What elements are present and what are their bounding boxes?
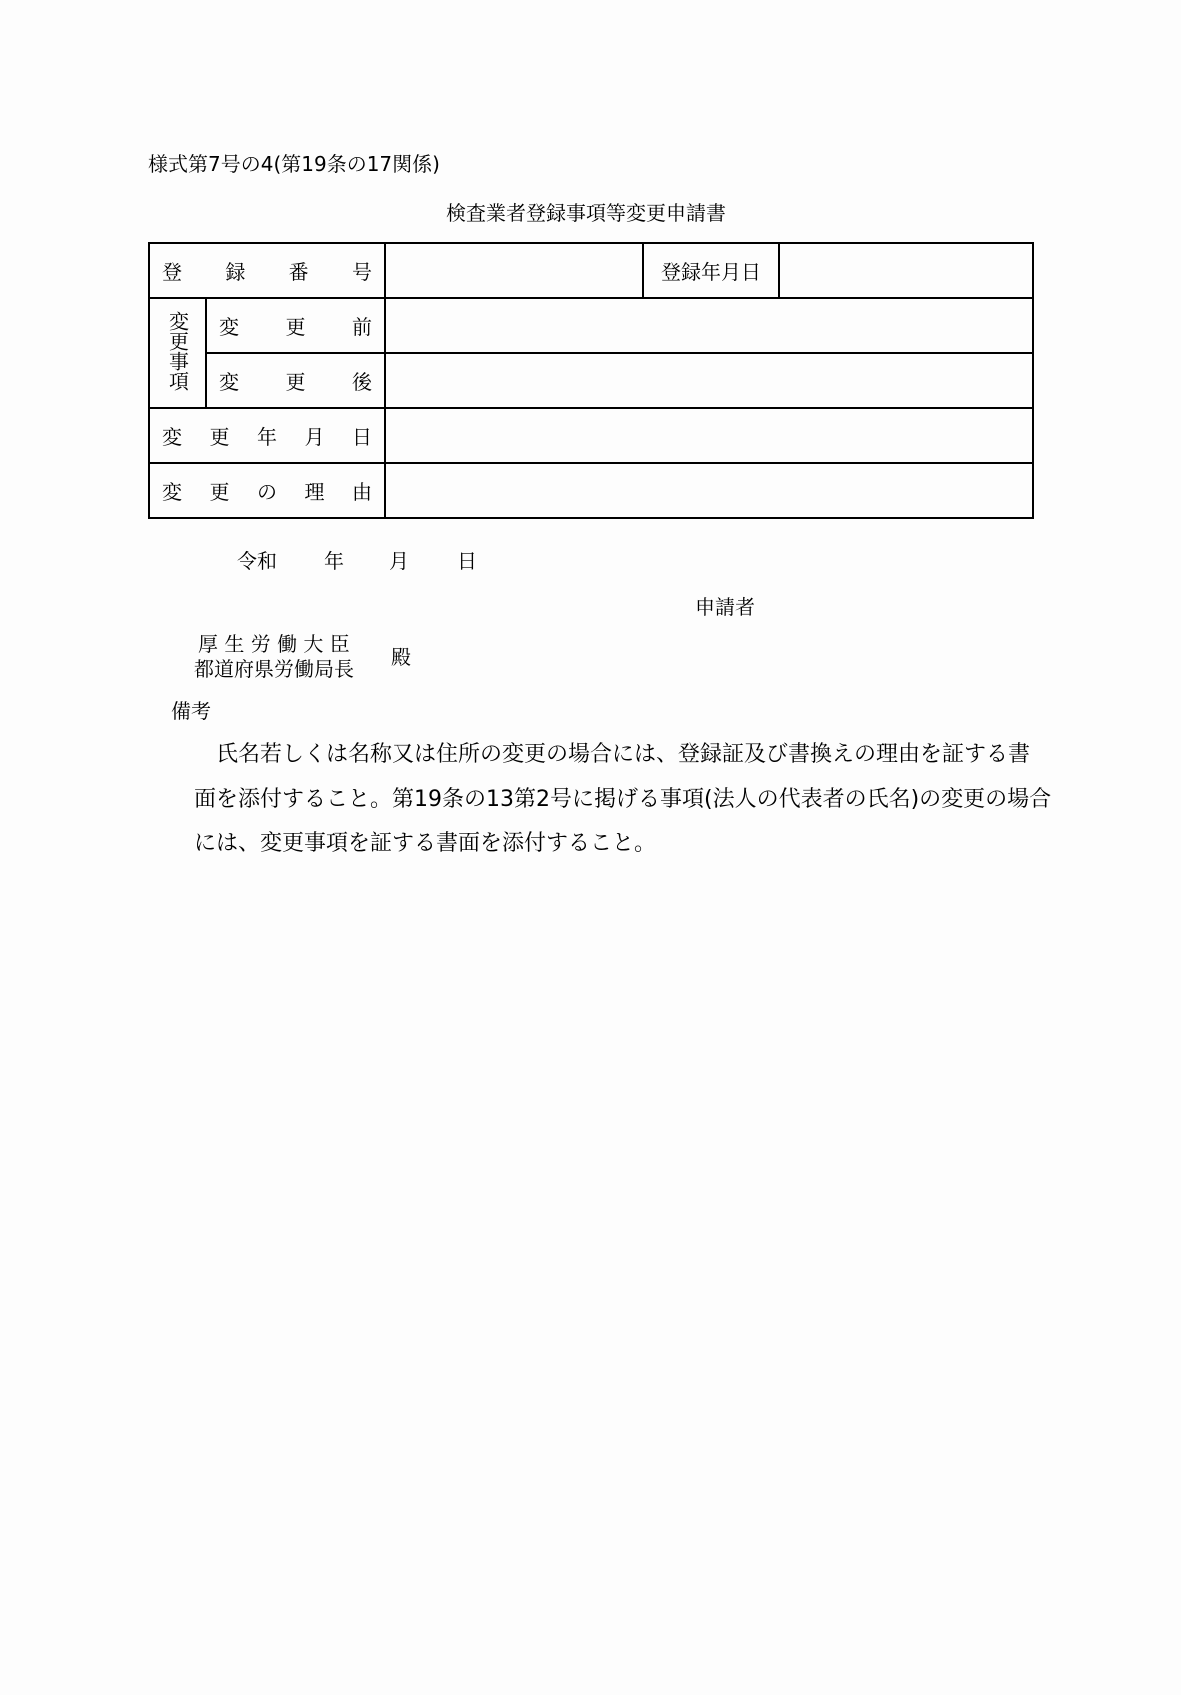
remarks-line: には、変更事項を証する書面を添付すること。 (194, 831, 657, 856)
label-char: 日 (352, 425, 372, 449)
registration-number-field[interactable] (385, 243, 643, 298)
label-char: 登 (162, 260, 182, 284)
label-char: 後 (352, 370, 372, 394)
table-row-after (149, 353, 1033, 408)
label-char: 更 (209, 425, 230, 449)
remarks-line: 面を添付すること。第19条の13第2号に掲げる事項(法人の代表者の氏名)の変更の場合 (194, 786, 1052, 812)
remarks-line: 氏名若しくは名称又は住所の変更の場合には、登録証及び書換えの理由を証する書 (194, 742, 1031, 767)
label-char: 理 (304, 480, 325, 504)
applicant-label: 申請者 (695, 595, 755, 619)
change-items-label: 変更事項 (165, 310, 190, 391)
label-char: 号 (351, 260, 372, 284)
change-reason-label (150, 476, 384, 505)
addressee-minister: 厚 生 労 働 大 臣 (198, 632, 350, 656)
before-label (207, 311, 384, 340)
label-char: 変 (162, 425, 182, 449)
table-row-change-reason (149, 463, 1033, 518)
label-char: 更 (285, 315, 306, 339)
registration-number-label (150, 256, 384, 285)
label-char: 更 (285, 370, 306, 394)
remarks-body (194, 733, 1052, 867)
label-char: 番 (288, 260, 309, 284)
application-table (148, 242, 1034, 519)
date-era: 令和 (237, 549, 277, 573)
change-date-label (150, 421, 384, 450)
label-char: の (257, 480, 277, 504)
label-char: 変 (162, 480, 182, 504)
date-day: 日 (457, 549, 477, 573)
date-year: 年 (324, 549, 344, 573)
label-char: 変 (219, 370, 239, 394)
label-char: 変 (219, 315, 239, 339)
label-char: 年 (257, 425, 277, 449)
label-char: 月 (304, 425, 325, 449)
document-title: 検査業者登録事項等変更申請書 (446, 201, 726, 225)
change-date-field[interactable] (385, 408, 1033, 463)
after-label (207, 366, 384, 395)
table-row-registration (149, 243, 1033, 298)
change-reason-field[interactable] (385, 463, 1033, 518)
form-number: 様式第7号の4(第19条の17関係) (148, 152, 440, 176)
after-field[interactable] (385, 353, 1033, 408)
registration-date-field[interactable] (779, 243, 1033, 298)
addressee-honorific: 殿 (391, 645, 411, 669)
label-char: 更 (209, 480, 230, 504)
table-row-change-date (149, 408, 1033, 463)
date-month: 月 (389, 549, 409, 573)
before-field[interactable] (385, 298, 1033, 353)
label-char: 前 (352, 315, 372, 339)
table-row-before (149, 298, 1033, 353)
label-char: 由 (352, 480, 372, 504)
remarks-heading: 備考 (171, 699, 211, 723)
registration-date-label: 登録年月日 (643, 243, 779, 298)
label-char: 録 (225, 260, 246, 284)
addressee-bureau-chief: 都道府県労働局長 (194, 657, 354, 681)
